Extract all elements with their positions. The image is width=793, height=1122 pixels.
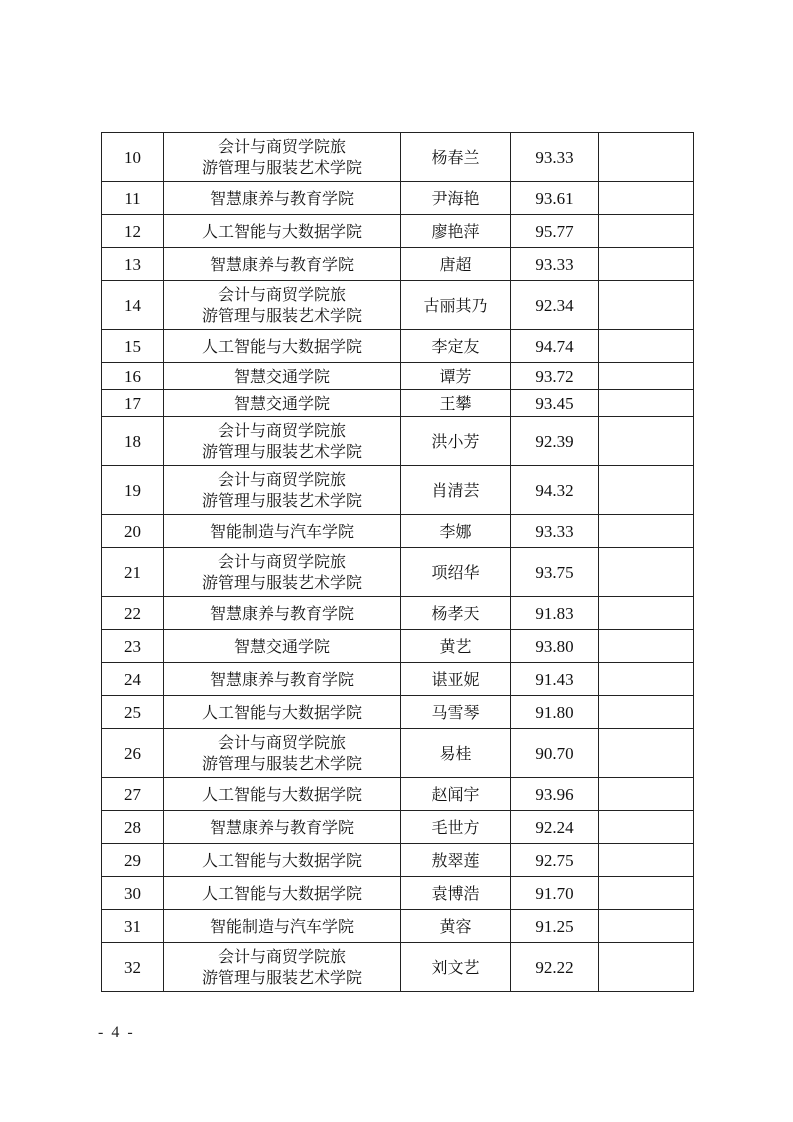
college-line: 游管理与服装艺术学院 <box>201 573 362 592</box>
row-number-cell: 15 <box>102 330 164 363</box>
row-number-cell: 19 <box>102 466 164 515</box>
row-number-cell: 27 <box>102 778 164 811</box>
college-line: 游管理与服装艺术学院 <box>201 491 362 510</box>
remark-cell <box>599 248 694 281</box>
college-cell <box>164 597 401 630</box>
row-number-cell: 32 <box>102 943 164 992</box>
college-cell <box>164 390 401 417</box>
remark-cell <box>599 696 694 729</box>
row-number-cell: 23 <box>102 630 164 663</box>
row-number-cell: 13 <box>102 248 164 281</box>
table-row <box>102 390 694 417</box>
remark-cell <box>599 515 694 548</box>
score-cell: 91.80 <box>511 696 599 729</box>
college-line: 智慧康养与教育学院 <box>209 188 354 208</box>
row-number-cell: 11 <box>102 182 164 215</box>
name-cell: 古丽其乃 <box>401 281 511 330</box>
remark-cell <box>599 630 694 663</box>
row-number-cell: 16 <box>102 363 164 390</box>
name-cell: 唐超 <box>401 248 511 281</box>
score-cell: 92.75 <box>511 844 599 877</box>
college-line: 人工智能与大数据学院 <box>201 221 362 241</box>
college-cell <box>164 548 401 597</box>
college-line: 会计与商贸学院旅 <box>217 421 346 440</box>
college-cell <box>164 729 401 778</box>
score-cell: 93.75 <box>511 548 599 597</box>
name-cell: 洪小芳 <box>401 417 511 466</box>
table-row <box>102 466 694 515</box>
row-number-cell: 17 <box>102 390 164 417</box>
page-number: - 4 - <box>98 1024 135 1041</box>
remark-cell <box>599 133 694 182</box>
remark-cell <box>599 597 694 630</box>
college-line: 游管理与服装艺术学院 <box>201 442 362 461</box>
score-cell: 93.45 <box>511 390 599 417</box>
row-number-cell: 26 <box>102 729 164 778</box>
college-cell <box>164 910 401 943</box>
college-cell <box>164 248 401 281</box>
college-line: 智慧康养与教育学院 <box>209 669 354 689</box>
remark-cell <box>599 182 694 215</box>
college-line: 智能制造与汽车学院 <box>209 521 354 541</box>
score-cell: 94.74 <box>511 330 599 363</box>
remark-cell <box>599 910 694 943</box>
college-line: 智慧康养与教育学院 <box>209 254 354 274</box>
name-cell: 马雪琴 <box>401 696 511 729</box>
name-cell: 廖艳萍 <box>401 215 511 248</box>
row-number-cell: 30 <box>102 877 164 910</box>
remark-cell <box>599 844 694 877</box>
row-number-cell: 10 <box>102 133 164 182</box>
score-cell: 93.96 <box>511 778 599 811</box>
table-row <box>102 330 694 363</box>
table-row <box>102 515 694 548</box>
college-cell <box>164 811 401 844</box>
table-row <box>102 182 694 215</box>
name-cell: 王攀 <box>401 390 511 417</box>
college-line: 人工智能与大数据学院 <box>201 784 362 804</box>
table-row <box>102 943 694 992</box>
name-cell: 谌亚妮 <box>401 663 511 696</box>
remark-cell <box>599 877 694 910</box>
name-cell: 黄艺 <box>401 630 511 663</box>
college-cell <box>164 182 401 215</box>
table-row <box>102 696 694 729</box>
college-line: 人工智能与大数据学院 <box>201 336 362 356</box>
college-line: 游管理与服装艺术学院 <box>201 754 362 773</box>
college-cell <box>164 630 401 663</box>
row-number-cell: 22 <box>102 597 164 630</box>
table-row <box>102 281 694 330</box>
score-cell: 94.32 <box>511 466 599 515</box>
college-line: 游管理与服装艺术学院 <box>201 968 362 987</box>
table-row <box>102 548 694 597</box>
name-cell: 尹海艳 <box>401 182 511 215</box>
score-cell: 92.34 <box>511 281 599 330</box>
row-number-cell: 18 <box>102 417 164 466</box>
table-row <box>102 133 694 182</box>
remark-cell <box>599 330 694 363</box>
college-cell <box>164 696 401 729</box>
name-cell: 刘文艺 <box>401 943 511 992</box>
row-number-cell: 31 <box>102 910 164 943</box>
college-line: 游管理与服装艺术学院 <box>201 158 362 177</box>
college-line: 人工智能与大数据学院 <box>201 883 362 903</box>
remark-cell <box>599 729 694 778</box>
table-row <box>102 663 694 696</box>
table-row <box>102 215 694 248</box>
row-number-cell: 25 <box>102 696 164 729</box>
score-cell: 93.80 <box>511 630 599 663</box>
name-cell: 谭芳 <box>401 363 511 390</box>
remark-cell <box>599 811 694 844</box>
college-line: 智慧康养与教育学院 <box>209 817 354 837</box>
remark-cell <box>599 778 694 811</box>
score-cell: 92.24 <box>511 811 599 844</box>
college-line: 游管理与服装艺术学院 <box>201 306 362 325</box>
name-cell: 李娜 <box>401 515 511 548</box>
college-line: 会计与商贸学院旅 <box>217 733 346 752</box>
college-cell <box>164 877 401 910</box>
table-row <box>102 630 694 663</box>
score-cell: 90.70 <box>511 729 599 778</box>
row-number-cell: 24 <box>102 663 164 696</box>
college-cell <box>164 943 401 992</box>
college-cell <box>164 844 401 877</box>
college-line: 智慧交通学院 <box>233 636 330 656</box>
remark-cell <box>599 663 694 696</box>
row-number-cell: 12 <box>102 215 164 248</box>
row-number-cell: 14 <box>102 281 164 330</box>
score-cell: 93.33 <box>511 515 599 548</box>
college-line: 智慧交通学院 <box>233 366 330 386</box>
score-cell: 92.22 <box>511 943 599 992</box>
row-number-cell: 20 <box>102 515 164 548</box>
college-cell <box>164 466 401 515</box>
ranking-table <box>101 132 694 992</box>
score-cell: 95.77 <box>511 215 599 248</box>
score-cell: 93.61 <box>511 182 599 215</box>
name-cell: 杨春兰 <box>401 133 511 182</box>
score-cell: 91.43 <box>511 663 599 696</box>
name-cell: 易桂 <box>401 729 511 778</box>
table-row <box>102 877 694 910</box>
name-cell: 毛世方 <box>401 811 511 844</box>
name-cell: 杨孝天 <box>401 597 511 630</box>
college-cell <box>164 215 401 248</box>
remark-cell <box>599 390 694 417</box>
score-cell: 91.83 <box>511 597 599 630</box>
name-cell: 赵闻宇 <box>401 778 511 811</box>
college-cell <box>164 663 401 696</box>
row-number-cell: 28 <box>102 811 164 844</box>
college-cell <box>164 417 401 466</box>
college-cell <box>164 778 401 811</box>
remark-cell <box>599 548 694 597</box>
college-line: 智慧交通学院 <box>233 393 330 413</box>
college-line: 会计与商贸学院旅 <box>217 552 346 571</box>
name-cell: 袁博浩 <box>401 877 511 910</box>
table-body <box>102 133 694 992</box>
college-cell <box>164 363 401 390</box>
college-line: 智慧康养与教育学院 <box>209 603 354 623</box>
college-line: 会计与商贸学院旅 <box>217 947 346 966</box>
college-line: 人工智能与大数据学院 <box>201 702 362 722</box>
college-cell <box>164 330 401 363</box>
college-line: 会计与商贸学院旅 <box>217 137 346 156</box>
table-row <box>102 729 694 778</box>
table-row <box>102 363 694 390</box>
score-cell: 91.25 <box>511 910 599 943</box>
score-cell: 91.70 <box>511 877 599 910</box>
college-cell <box>164 133 401 182</box>
row-number-cell: 21 <box>102 548 164 597</box>
college-line: 智能制造与汽车学院 <box>209 916 354 936</box>
remark-cell <box>599 466 694 515</box>
row-number-cell: 29 <box>102 844 164 877</box>
college-cell <box>164 515 401 548</box>
remark-cell <box>599 417 694 466</box>
table-row <box>102 811 694 844</box>
name-cell: 敖翠莲 <box>401 844 511 877</box>
name-cell: 李定友 <box>401 330 511 363</box>
table-row <box>102 417 694 466</box>
score-cell: 92.39 <box>511 417 599 466</box>
remark-cell <box>599 215 694 248</box>
college-line: 会计与商贸学院旅 <box>217 470 346 489</box>
remark-cell <box>599 363 694 390</box>
college-line: 人工智能与大数据学院 <box>201 850 362 870</box>
score-cell: 93.72 <box>511 363 599 390</box>
table-row <box>102 597 694 630</box>
name-cell: 黄容 <box>401 910 511 943</box>
remark-cell <box>599 943 694 992</box>
score-cell: 93.33 <box>511 133 599 182</box>
table-row <box>102 844 694 877</box>
name-cell: 项绍华 <box>401 548 511 597</box>
name-cell: 肖清芸 <box>401 466 511 515</box>
score-cell: 93.33 <box>511 248 599 281</box>
remark-cell <box>599 281 694 330</box>
college-cell <box>164 281 401 330</box>
table-row <box>102 778 694 811</box>
college-line: 会计与商贸学院旅 <box>217 285 346 304</box>
table-row <box>102 248 694 281</box>
table-row <box>102 910 694 943</box>
